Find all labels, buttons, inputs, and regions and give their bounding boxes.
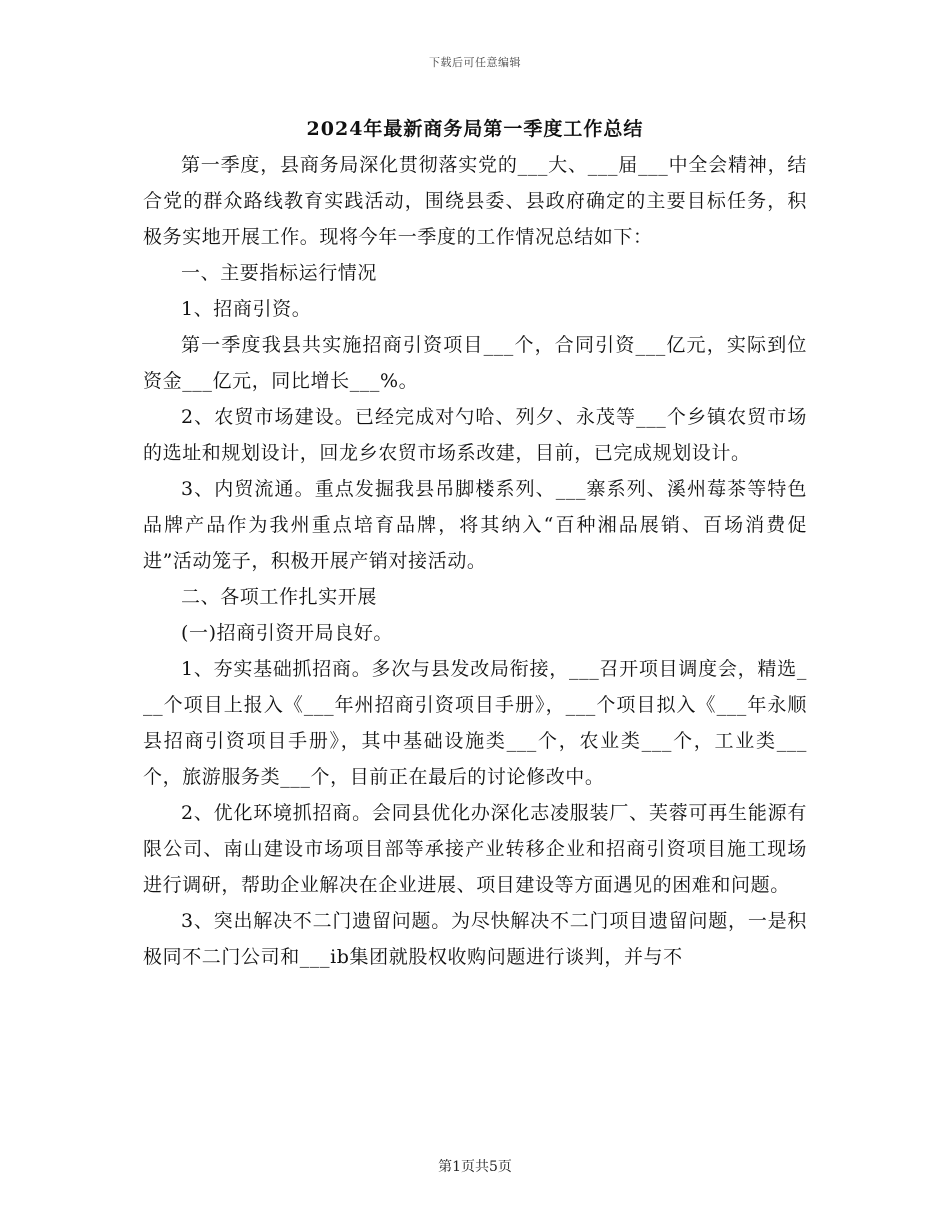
paragraph: 1、夯实基础抓招商。多次与县发改局衔接，___召开项目调度会，精选___个项目上报入《___年州招商引资项目手册》，___个项目拟入《___年永顺县招商引资项目手册》，其中基础设施类___个，农业类___个，工业类___个，旅游服务类___个，目前正在最后的讨论修改中。 [143, 658, 807, 788]
section-heading: 二、各项工作扎实开展 [181, 586, 378, 608]
paragraph: 3、内贸流通。重点发掘我县吊脚楼系列、___寨系列、溪州莓茶等特色品牌产品作为我州重点培育品牌，将其纳入“百种湘品展销、百场消费促进”活动笼子，积极开展产销对接活动。 [143, 478, 807, 572]
page-number: 第1页共5页 [438, 1159, 512, 1175]
paragraph: 2、农贸市场建设。已经完成对勺哈、列夕、永茂等___个乡镇农贸市场的选址和规划设计，回龙乡农贸市场系改建，目前，已完成规划设计。 [143, 406, 807, 464]
paragraph: 第一季度我县共实施招商引资项目___个，合同引资___亿元，实际到位资金___亿元，同比增长___%。 [143, 334, 807, 392]
document-title: 2024年最新商务局第一季度工作总结 [306, 118, 644, 140]
subsection-heading: 1、招商引资。 [181, 298, 312, 320]
section-heading: 一、主要指标运行情况 [181, 262, 378, 284]
paragraph: 3、突出解决不二门遗留问题。为尽快解决不二门项目遗留问题，一是积极同不二门公司和___ib集团就股权收购问题进行谈判，并与不 [143, 910, 807, 968]
paragraph: 第一季度，县商务局深化贯彻落实党的___大、___届___中全会精神，结合党的群众路线教育实践活动，围绕县委、县政府确定的主要目标任务，积极务实地开展工作。现将今年一季度的工作情况总结如下： [143, 154, 807, 248]
document-body [143, 147, 807, 975]
subsection-heading: (一)招商引资开局良好。 [181, 622, 394, 644]
header-note: 下载后可任意编辑 [429, 56, 521, 69]
paragraph: 2、优化环境抓招商。会同县优化办深化志凌服装厂、芙蓉可再生能源有限公司、南山建设市场项目部等承接产业转移企业和招商引资项目施工现场进行调研，帮助企业解决在企业进展、项目建设等方面遇见的困难和问题。 [143, 802, 807, 896]
